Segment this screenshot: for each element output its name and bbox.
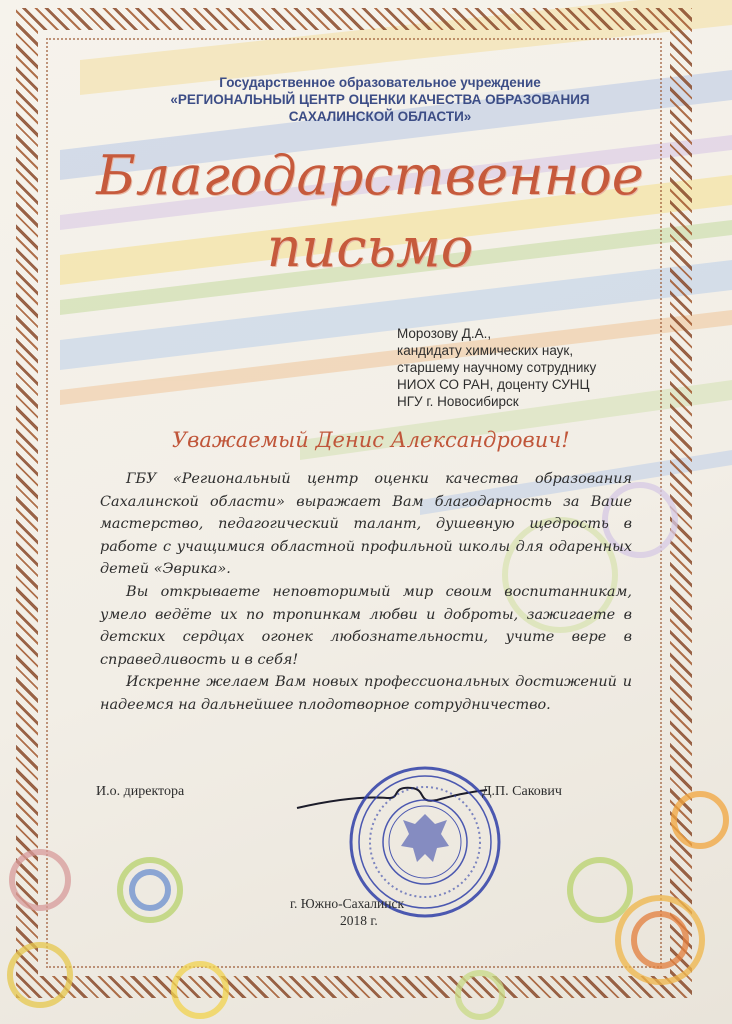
body-paragraph-1: ГБУ «Региональный центр оценки качества образования Сахалинской области» выражает Вам благодарность за Ваше мастерство, педагогический талант, душевную щедрость в работе с учащимися областной профильной школы для одаренных детей «Эврика». <box>100 471 632 578</box>
organization-header <box>100 74 660 125</box>
addressee-block <box>397 325 657 410</box>
addressee-line-3: старшему научному сотруднику <box>397 360 597 375</box>
org-line-3: САХАЛИНСКОЙ ОБЛАСТИ» <box>288 109 472 124</box>
addressee-line-2: кандидату химических наук, <box>397 343 574 358</box>
addressee-line-4: НИОХ СО РАН, доценту СУНЦ <box>397 377 590 392</box>
body-paragraph-3: Искренне желаем Вам новых профессиональных достижений и надеемся на дальнейшее плодотворное сотрудничество. <box>100 674 632 713</box>
letter-body <box>100 468 632 717</box>
signatory-role: И.о. директора <box>96 784 185 799</box>
addressee-line-5: НГУ г. Новосибирск <box>397 394 519 409</box>
body-paragraph-2: Вы открываете неповторимый мир своим воспитанникам, умело ведёте их по тропинкам любви и доброты, зажигаете в детских сердцах огонек любознательности, учите вере в справедливость и в себя! <box>100 583 632 668</box>
signatory-name: Д.П. Сакович <box>482 784 562 799</box>
title-line-2: письмо <box>266 216 474 279</box>
place-year: 2018 г. <box>340 913 378 928</box>
org-line-2: «РЕГИОНАЛЬНЫЙ ЦЕНТР ОЦЕНКИ КАЧЕСТВА ОБРАЗОВАНИЯ <box>170 92 590 107</box>
greeting: Уважаемый Денис Александрович! <box>172 428 570 452</box>
document-title <box>60 140 680 284</box>
addressee-line-1: Морозову Д.А., <box>397 326 492 341</box>
title-line-1: Благодарственное <box>96 144 644 207</box>
place-city: г. Южно-Сахалинск <box>290 896 405 911</box>
org-line-1: Государственное образовательное учреждение <box>219 75 541 90</box>
